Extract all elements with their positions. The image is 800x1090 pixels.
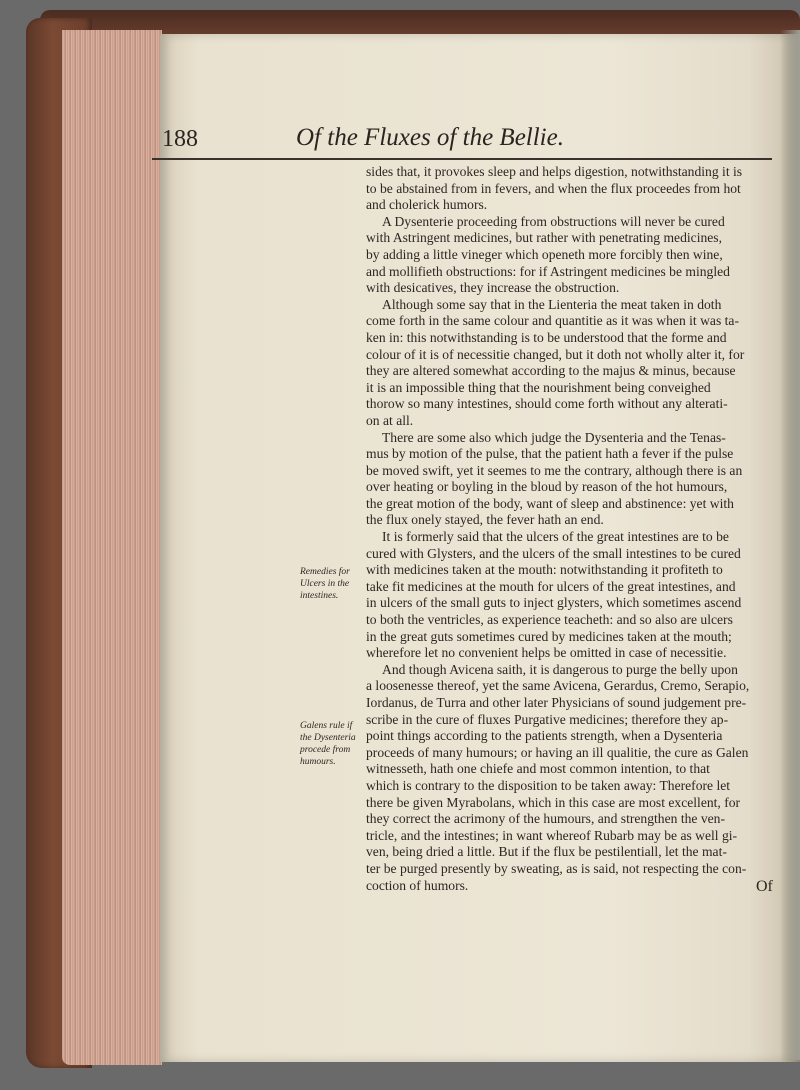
text-line: the flux onely stayed, the fever hath an end. — [366, 512, 604, 528]
header-rule — [152, 158, 772, 160]
text-line: witnesseth, hath one chiefe and most common intention, to that — [366, 761, 710, 777]
text-line: in the great guts sometimes cured by medicines taken at the mouth; — [366, 628, 732, 644]
text-line: they correct the acrimony of the humours, and strengthen the ven- — [366, 811, 725, 827]
text-line: proceeds of many humours; or having an ill qualitie, the cure as Galen — [366, 744, 749, 760]
text-line: It is formerly said that the ulcers of the great intestines are to be — [382, 529, 729, 545]
text-line: cured with Glysters, and the ulcers of the small intestines to be cured — [366, 545, 741, 561]
text-line: with medicines taken at the mouth: notwithstanding it profiteth to — [366, 562, 723, 578]
text-line: ven, being dried a little. But if the flux be pestilentiall, let the mat- — [366, 844, 727, 860]
text-line: Iordanus, de Turra and other later Physicians of sound judgement pre- — [366, 695, 747, 710]
text-line: and cholerick humors. — [366, 197, 488, 213]
text-line: be moved swift, yet it seemes to me the contrary, although there is an — [366, 462, 743, 478]
text-line: mus by motion of the pulse, that the patient hath a fever if the pulse — [366, 446, 734, 462]
text-line: to be abstained from in fevers, and when the flux proceedes from hot — [366, 180, 741, 196]
text-line: they are altered somewhat according to the majus & minus, because — [366, 363, 736, 379]
text-line: sides that, it provokes sleep and helps digestion, notwithstanding it is — [366, 164, 743, 179]
margin-note-remedies: Remedies for Ulcers in the intestines. — [300, 567, 350, 601]
text-line: point things according to the patients strength, when a Dysenteria — [366, 728, 723, 744]
text-line: thorow so many intestines, should come forth without any alterati- — [366, 396, 728, 412]
text-line: ken in: this notwithstanding is to be understood that the forme and — [366, 329, 727, 345]
text-line: A Dysenterie proceeding from obstructions will never be cured — [382, 213, 725, 229]
margin-note-galen: Galens rule if the Dysenteria procede from humours. — [300, 721, 356, 767]
running-title: Of the Fluxes of the Bellie. — [296, 124, 564, 151]
text-line: with Astringent medicines, but rather with penetrating medicines, — [366, 230, 722, 246]
text-line: over heating or boyling in the bloud by reason of the hot humours, — [366, 479, 728, 495]
text-line: colour of it is of necessitie changed, but it doth not wholly alter it, for — [366, 346, 745, 362]
text-line: There are some also which judge the Dysenteria and the Tenas- — [382, 429, 726, 445]
text-line: Although some say that in the Lienteria the meat taken in doth — [382, 296, 722, 312]
text-line: on at all. — [366, 412, 414, 428]
text-line: there be given Myrabolans, which in this case are most excellent, for — [366, 794, 741, 810]
text-line: take fit medicines at the mouth for ulcers of the great intestines, and — [366, 578, 736, 594]
text-line: a loosenesse thereof, yet the same Avicena, Gerardus, Cremo, Serapio, — [366, 678, 750, 694]
text-line: by adding a little vineger which openeth more forcibly then wine, — [366, 246, 723, 262]
text-line: And though Avicena saith, it is dangerous to purge the belly upon — [382, 661, 738, 677]
page-number: 188 — [162, 126, 198, 152]
text-line: to both the ventricles, as experience teacheth: and so also are ulcers — [366, 612, 733, 628]
body-text — [366, 164, 776, 894]
page-right-edge — [780, 30, 800, 1060]
text-line: coction of humors. — [366, 877, 469, 893]
text-line: scribe in the cure of fluxes Purgative medicines; therefore they ap- — [366, 711, 729, 727]
catchword: Of — [756, 878, 773, 895]
text-line: the great motion of the body, want of sleep and abstinence: yet with — [366, 495, 734, 511]
text-line: in ulcers of the small guts to inject glysters, which sometimes ascend — [366, 595, 742, 611]
text-line: wherefore let no convenient helps be omitted in case of necessitie. — [366, 645, 727, 661]
text-line: and mollifieth obstructions: for if Astringent medicines be mingled — [366, 263, 730, 279]
text-line: ter be purged presently by sweating, as is said, not respecting the con- — [366, 860, 747, 876]
text-line: tricle, and the intestines; in want whereof Rubarb may be as well gi- — [366, 827, 738, 843]
text-line: with desicatives, they increase the obstruction. — [366, 280, 620, 296]
text-line: come forth in the same colour and quantitie as it was when it was ta- — [366, 313, 739, 329]
text-line: it is an impossible thing that the nourishment being conveighed — [366, 379, 711, 395]
text-line: which is contrary to the disposition to be taken away: Therefore let — [366, 777, 731, 793]
page-edges — [62, 30, 162, 1065]
